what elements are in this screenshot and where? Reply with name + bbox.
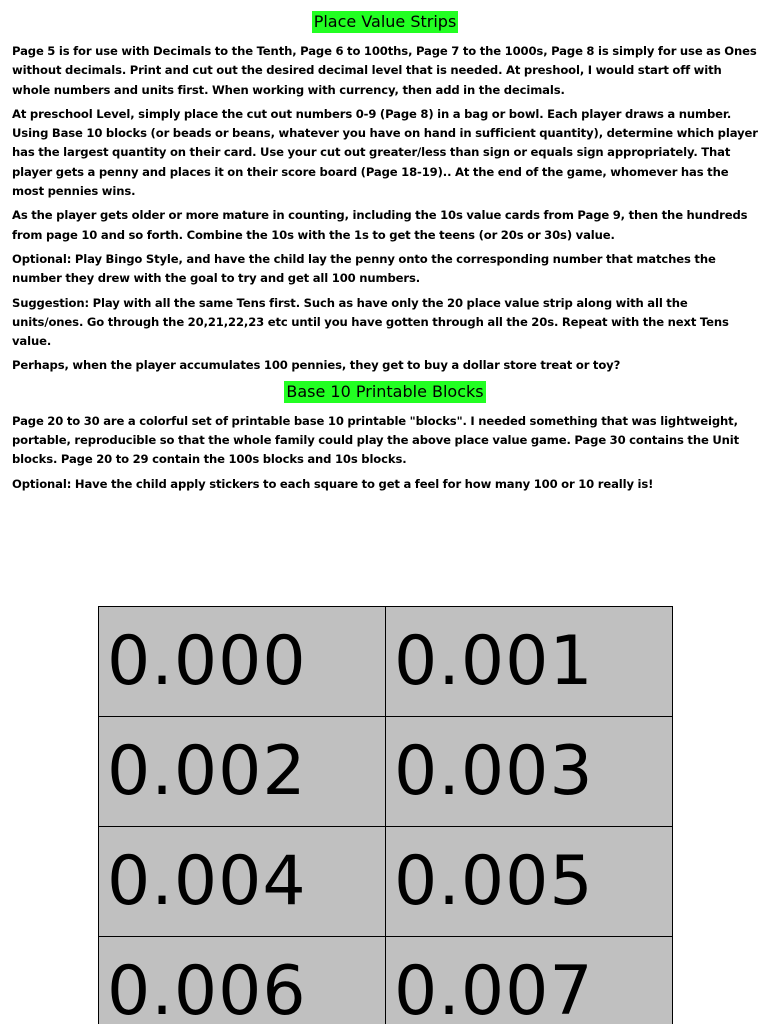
place-value-strip-table bbox=[98, 606, 673, 1024]
strip-cell bbox=[99, 827, 386, 937]
text-content bbox=[12, 11, 758, 499]
strip-cell bbox=[99, 607, 386, 717]
strip-value: 0.005 bbox=[394, 842, 594, 921]
strip-value: 0.002 bbox=[107, 732, 307, 811]
strip-value: 0.004 bbox=[107, 842, 307, 921]
strip-cell bbox=[386, 717, 673, 827]
strip-cell bbox=[386, 937, 673, 1024]
strip-value: 0.007 bbox=[394, 952, 594, 1024]
strip-cell bbox=[386, 607, 673, 717]
section-title: Place Value Strips bbox=[313, 12, 457, 31]
paragraph: At preschool Level, simply place the cut out numbers 0-9 (Page 8) in a bag or bowl. Each player draws a number. Using Base 10 blocks (or beads or beans, whatever you have on hand in sufficient quantity), determine which player has the largest quantity on their card. Use your cut out greater/less than sign or equals sign appropriately. That player gets a penny and places it on their score board (Page 18-19).. At the end of the game, whomever has the most pennies wins. bbox=[12, 106, 758, 199]
strip-row bbox=[99, 717, 673, 827]
strip-value: 0.003 bbox=[394, 732, 594, 811]
strip-value: 0.000 bbox=[107, 622, 307, 701]
strip-value: 0.006 bbox=[107, 952, 307, 1024]
paragraph: As the player gets older or more mature in counting, including the 10s value cards from Page 9, then the hundreds from page 10 and so forth. Combine the 10s with the 1s to get the teens (or 20s or 30s) value. bbox=[12, 208, 748, 242]
strip-cell bbox=[99, 717, 386, 827]
strip-cell bbox=[386, 827, 673, 937]
strip-row bbox=[99, 827, 673, 937]
paragraph: Perhaps, when the player accumulates 100 pennies, they get to buy a dollar store treat or toy? bbox=[12, 358, 621, 373]
paragraph: Page 20 to 30 are a colorful set of printable base 10 printable "blocks". I needed something that was lightweight, portable, reproducible so that the whole family could play the above place value game. Page 30 contains the Unit blocks. Page 20 to 29 contain the 100s blocks and 10s blocks. bbox=[12, 413, 740, 467]
strip-value: 0.001 bbox=[394, 622, 594, 701]
paragraph: Suggestion: Play with all the same Tens first. Such as have only the 20 place value strip along with all the units/ones. Go through the 20,21,22,23 etc until you have gotten through all the 20s. Repeat with the next Tens value. bbox=[12, 295, 729, 349]
paragraph: Optional: Have the child apply stickers to each square to get a feel for how many 100 or 10 really is! bbox=[12, 476, 654, 491]
paragraph: Page 5 is for use with Decimals to the Tenth, Page 6 to 100ths, Page 7 to the 1000s, Page 8 is simply for use as Ones without decimals. Print and cut out the desired decimal level that is needed. At preshool, I would start off with whole numbers and units first. When working with currency, then add in the decimals. bbox=[12, 44, 757, 97]
paragraph: Optional: Play Bingo Style, and have the child lay the penny onto the corresponding number that matches the number they drew with the goal to try and get all 100 numbers. bbox=[12, 251, 716, 286]
section-base-10-blocks-heading bbox=[12, 381, 758, 403]
strip-row bbox=[99, 607, 673, 717]
strip-row bbox=[99, 937, 673, 1024]
section-title: Base 10 Printable Blocks bbox=[286, 381, 484, 401]
section-place-value-strips-heading bbox=[12, 11, 758, 33]
strip-cell bbox=[99, 937, 386, 1024]
